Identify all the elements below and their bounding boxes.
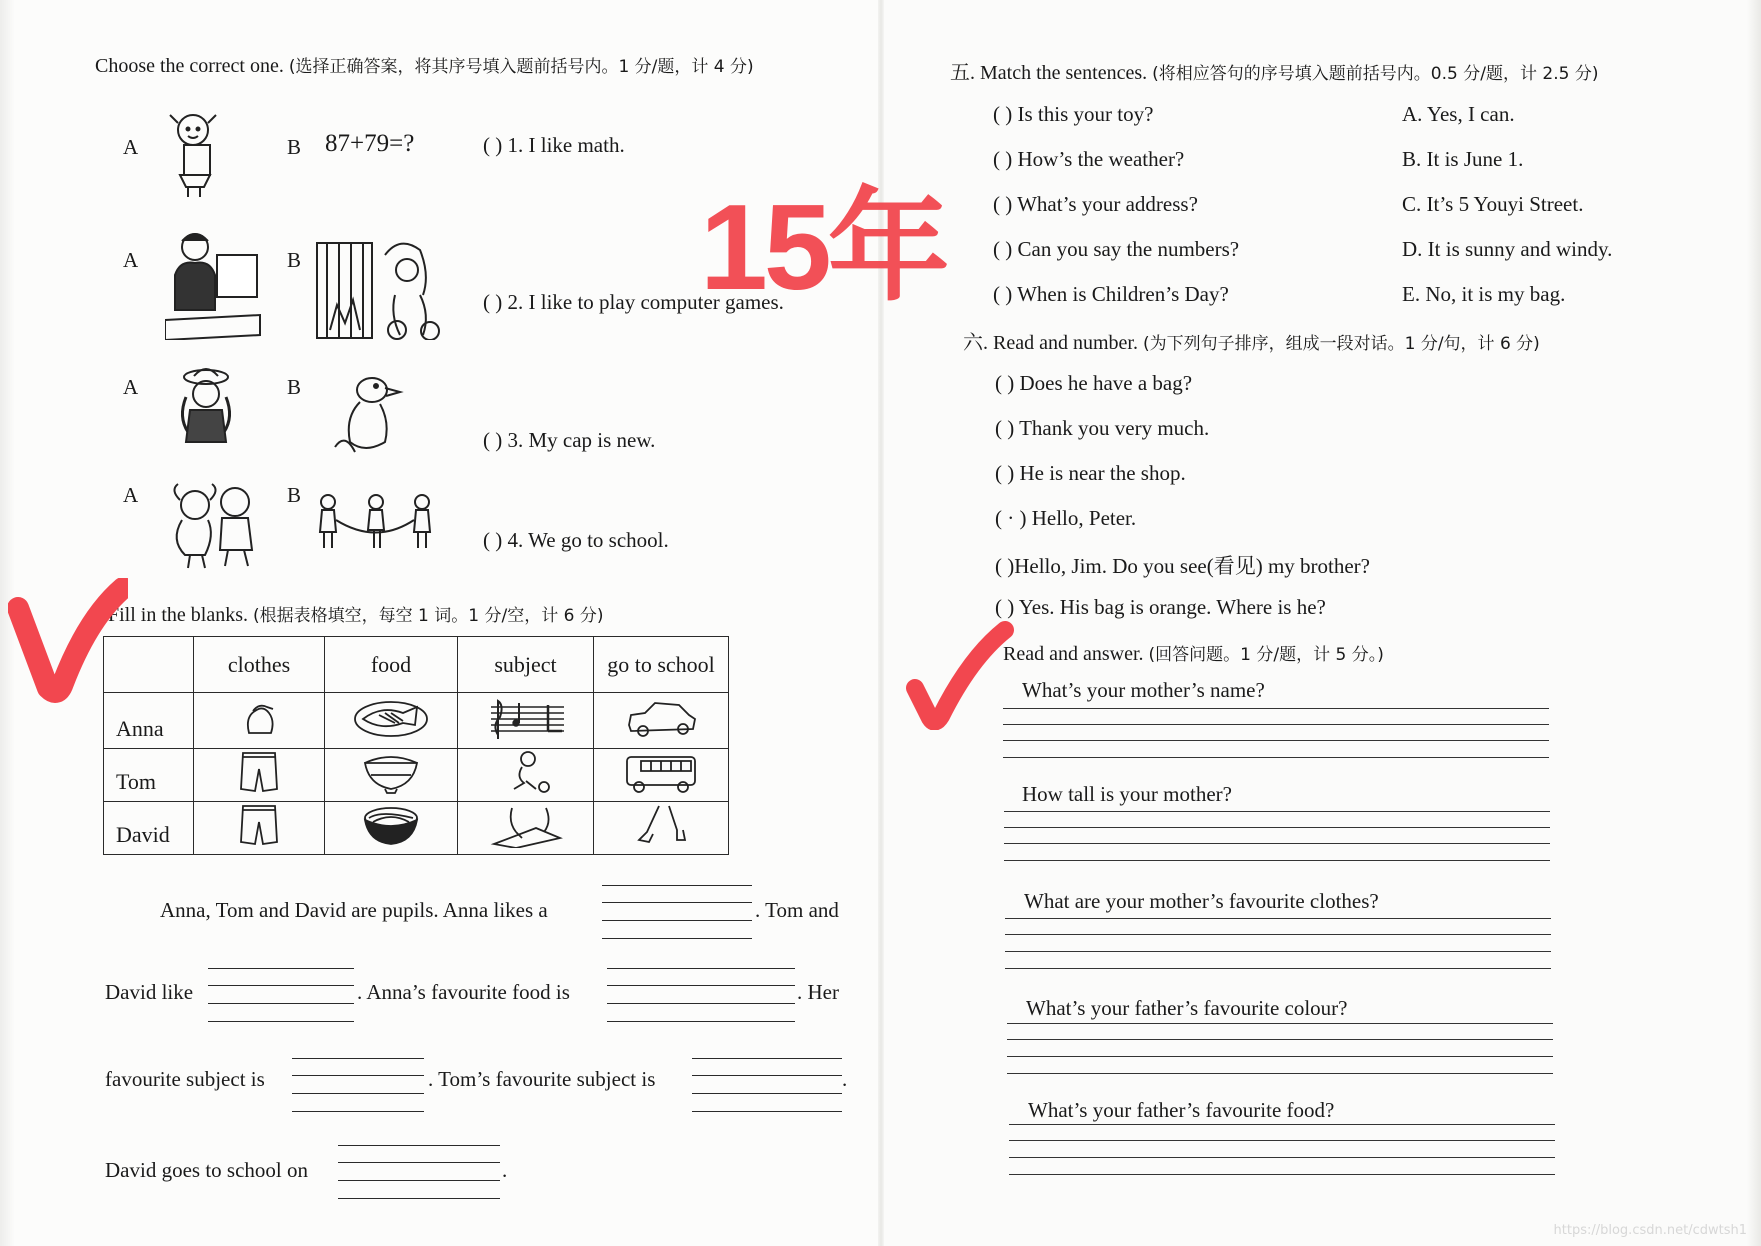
boy-at-computer-icon (165, 225, 265, 340)
answer-line-guide (1005, 968, 1551, 969)
section-order-heading (963, 326, 1540, 355)
table-row (104, 749, 729, 802)
table-row-name: Tom (104, 749, 194, 802)
q3-prompt: ( ) 3. My cap is new. (483, 428, 656, 452)
music-notes-icon (458, 693, 594, 749)
football-player-icon (458, 749, 594, 802)
table-row (104, 693, 729, 749)
blank-line-guide (292, 1111, 424, 1112)
section-order-title: 六. Read and number. (963, 332, 1138, 354)
blank-line-guide (338, 1198, 500, 1199)
answer-line-guide (1005, 934, 1551, 935)
blank-line-guide (607, 985, 795, 986)
q3-option-a-label: A (123, 375, 139, 399)
fill-line2-text-b: . Anna’s favourite food is (357, 980, 570, 1004)
girl-with-picture-icon (160, 105, 230, 200)
woman-by-fireplace-icon (315, 235, 455, 340)
blank-line-guide (602, 885, 752, 886)
answer-line-guide (1009, 1157, 1555, 1158)
section-answer-title: Read and answer. (1003, 643, 1144, 665)
match-question: ( ) What’s your address? (993, 192, 1198, 216)
table-header-cell: clothes (194, 637, 325, 693)
blank-line-guide (607, 1021, 795, 1022)
year-stamp: 15年 (700, 179, 946, 315)
match-question: ( ) Can you say the numbers? (993, 237, 1240, 261)
order-item: ( · ) Hello, Peter. (995, 506, 1137, 530)
blank-line-guide (607, 968, 795, 969)
girl-with-hat-icon (168, 362, 243, 452)
answer-line-guide (1004, 827, 1550, 828)
fill-line3-text-c: . (842, 1067, 848, 1091)
info-table (103, 636, 729, 855)
fill-line2-text-a: David like (105, 980, 194, 1004)
table-row (104, 802, 729, 855)
fill-line4-text-b: . (502, 1158, 508, 1182)
paper-edge-right (1747, 0, 1761, 1246)
q2-prompt: ( ) 2. I like to play computer games. (483, 290, 784, 314)
answer-line-guide (1007, 1073, 1553, 1074)
blank-line-guide (602, 902, 752, 903)
section-answer-heading (1003, 640, 1384, 666)
blank-line-guide (602, 938, 752, 939)
table-header-cell: subject (458, 637, 594, 693)
table-header-cell: food (325, 637, 458, 693)
fill-line3-text-b: . Tom’s favourite subject is (428, 1067, 656, 1091)
answer-line-guide (1007, 1039, 1553, 1040)
hat-icon (194, 693, 325, 749)
table-row-name: David (104, 802, 194, 855)
answer-line-guide (1004, 860, 1550, 861)
noodle-bowl-icon (325, 802, 458, 855)
section-choose-title: Choose the correct one. (95, 55, 284, 77)
q4-prompt: ( ) 4. We go to school. (483, 528, 669, 552)
answer-line-guide (1009, 1174, 1555, 1175)
shorts-icon (194, 802, 325, 855)
shorts-icon (194, 749, 325, 802)
answer-question: What’s your mother’s name? (1022, 678, 1265, 702)
children-walking-icon (160, 480, 270, 570)
table-row-name: Anna (104, 693, 194, 749)
blank-line-guide (692, 1111, 842, 1112)
q2-option-a-label: A (123, 248, 139, 272)
answer-question: What are your mother’s favourite clothes? (1024, 889, 1379, 913)
watermark: https://blog.csdn.net/cdwtsh1 (1553, 1223, 1747, 1238)
blank-6-input[interactable] (338, 1180, 500, 1181)
q1-option-b-math: 87+79=? (325, 130, 415, 157)
fish-plate-icon (325, 693, 458, 749)
section-match-heading (950, 56, 1598, 85)
section-answer-instruction: (回答问题。1 分/题，计 5 分。) (1148, 645, 1384, 665)
answer-question: How tall is your mother? (1022, 782, 1232, 806)
blank-2-input[interactable] (208, 1003, 354, 1004)
fill-line3-text-a: favourite subject is (105, 1067, 265, 1091)
blank-line-guide (692, 1058, 842, 1059)
blank-line-guide (692, 1075, 842, 1076)
section-fill-title: Fill in the blanks. (108, 604, 248, 626)
blank-line-guide (292, 1058, 424, 1059)
match-answer: A. Yes, I can. (1402, 102, 1515, 126)
order-item: ( ) Yes. His bag is orange. Where is he? (995, 595, 1326, 619)
checkmark-icon (8, 578, 128, 718)
section-fill-heading (108, 601, 603, 627)
order-item: ( ) He is near the shop. (995, 461, 1186, 485)
section-order-instruction: (为下列句子排序，组成一段对话。1 分/句，计 6 分) (1142, 334, 1540, 354)
section-choose-instruction: (选择正确答案，将其序号填入题前括号内。1 分/题，计 4 分) (288, 57, 754, 77)
match-answer: D. It is sunny and windy. (1402, 237, 1613, 261)
blank-line-guide (338, 1145, 500, 1146)
match-answer: C. It’s 5 Youyi Street. (1402, 192, 1584, 216)
q1-option-a-label: A (123, 135, 139, 159)
answer-line-guide (1009, 1140, 1555, 1141)
q1-option-b-label: B (287, 135, 302, 159)
match-answer: E. No, it is my bag. (1402, 282, 1566, 306)
fill-line1-text-a: Anna, Tom and David are pupils. Anna likes a (160, 898, 548, 922)
section-match-title: 五. Match the sentences. (950, 62, 1148, 84)
answer-2-input[interactable] (1004, 811, 1550, 812)
answer-line-guide (1004, 843, 1550, 844)
blank-3-input[interactable] (607, 1003, 795, 1004)
match-question: ( ) How’s the weather? (993, 147, 1185, 171)
q2-option-b-label: B (287, 248, 302, 272)
order-item: ( ) Does he have a bag? (995, 371, 1193, 395)
q1-prompt: ( ) 1. I like math. (483, 133, 625, 157)
q4-option-b-label: B (287, 483, 302, 507)
rice-bowl-icon (325, 749, 458, 802)
checkmark-icon (905, 618, 1015, 730)
bus-icon (594, 749, 729, 802)
answer-5-input[interactable] (1009, 1124, 1555, 1125)
fill-line2-text-c: . Her (797, 980, 839, 1004)
answer-line-guide (1005, 951, 1551, 952)
answer-4-input[interactable] (1007, 1023, 1553, 1024)
section-match-instruction: (将相应答句的序号填入题前括号内。0.5 分/题，计 2.5 分) (1152, 64, 1599, 84)
blank-1-input[interactable] (602, 920, 752, 921)
fill-line4-text-a: David goes to school on (105, 1158, 308, 1182)
blank-line-guide (208, 1021, 354, 1022)
q3-option-b-label: B (287, 375, 302, 399)
answer-1-input[interactable] (1003, 708, 1549, 709)
drawing-icon (458, 802, 594, 855)
match-question: ( ) Is this your toy? (993, 102, 1154, 126)
table-header-cell: go to school (594, 637, 729, 693)
order-item: ( ) Thank you very much. (995, 416, 1210, 440)
table-header-row (104, 637, 729, 693)
blank-line-guide (292, 1075, 424, 1076)
section-choose-heading (95, 52, 754, 78)
answer-question: What’s your father’s favourite food? (1028, 1098, 1335, 1122)
match-question: ( ) When is Children’s Day? (993, 282, 1229, 306)
blank-4-input[interactable] (292, 1093, 424, 1094)
blank-line-guide (208, 968, 354, 969)
walking-feet-icon (594, 802, 729, 855)
answer-question: What’s your father’s favourite colour? (1026, 996, 1348, 1020)
order-item: ( )Hello, Jim. Do you see(看见) my brother? (995, 554, 1370, 578)
blank-5-input[interactable] (692, 1093, 842, 1094)
q4-option-a-label: A (123, 483, 139, 507)
blank-line-guide (208, 985, 354, 986)
answer-line-guide (1003, 724, 1549, 725)
bird-with-scarf-icon (330, 372, 410, 457)
children-jump-rope-icon (310, 490, 440, 555)
section-fill-instruction: (根据表格填空，每空 1 词。1 分/空，计 6 分) (253, 606, 604, 626)
answer-line-guide (1007, 1056, 1553, 1057)
answer-line-guide (1003, 740, 1549, 741)
blank-line-guide (338, 1162, 500, 1163)
answer-line-guide (1003, 757, 1549, 758)
fill-line1-text-b: . Tom and (755, 898, 839, 922)
match-answer: B. It is June 1. (1402, 147, 1524, 171)
car-icon (594, 693, 729, 749)
answer-3-input[interactable] (1005, 918, 1551, 919)
